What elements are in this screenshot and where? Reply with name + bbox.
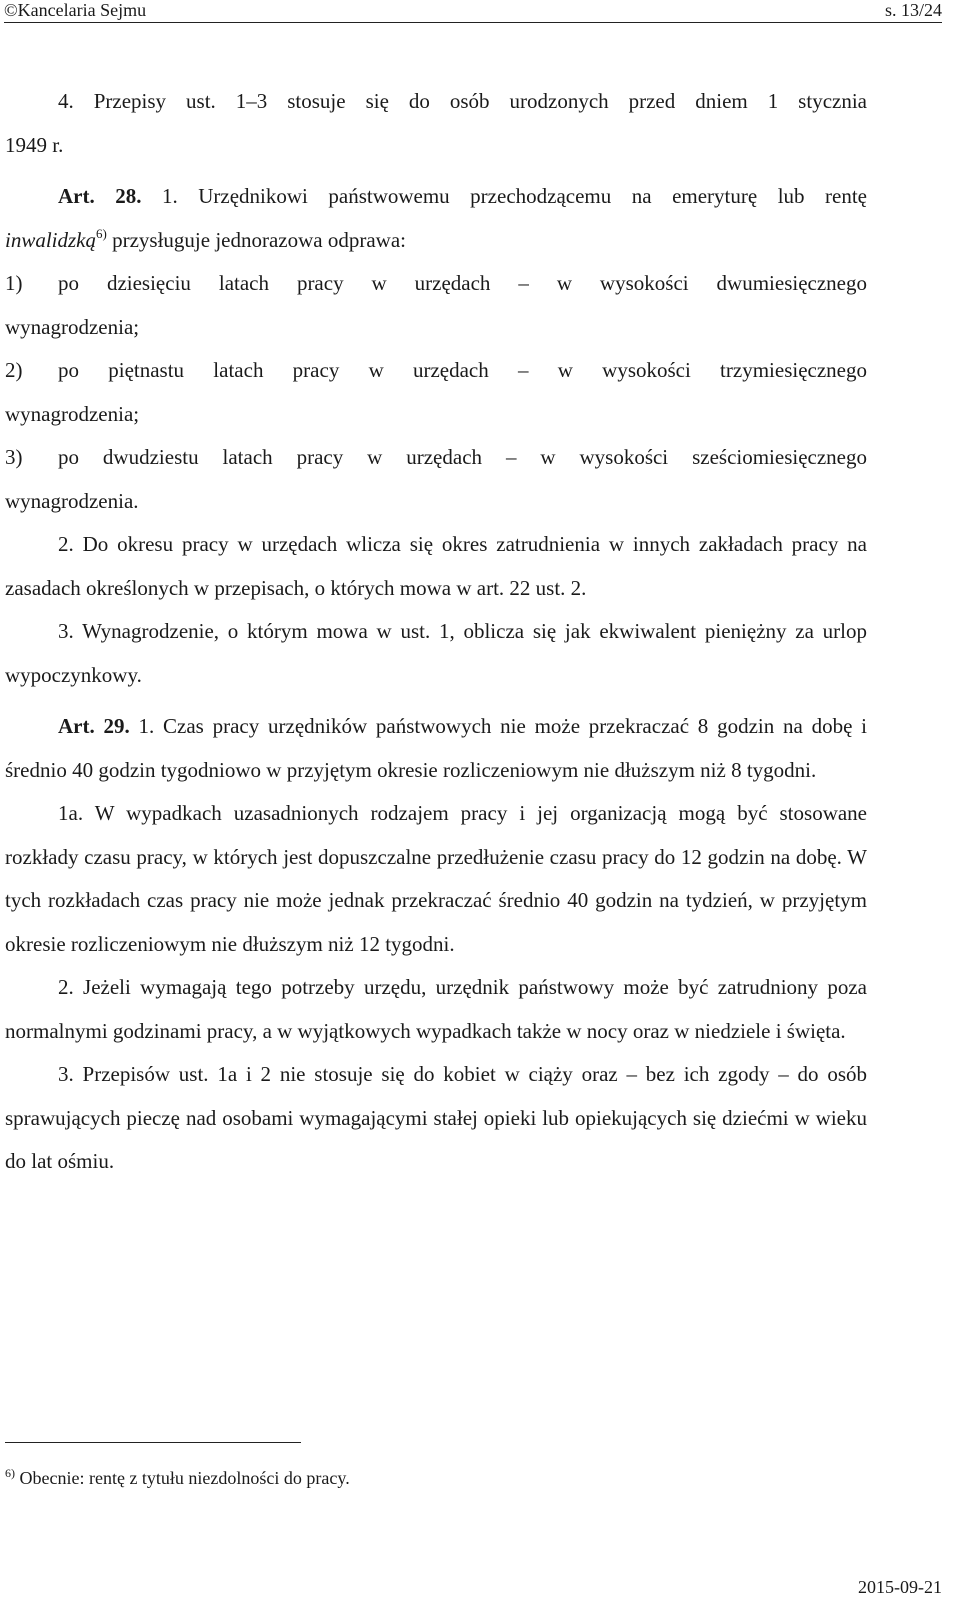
article-28-italic-term: inwalidzką — [5, 227, 97, 252]
paragraph-4-line1: 4. Przepisy ust. 1–3 stosuje się do osób urodzonych przed dniem 1 stycznia — [58, 89, 867, 113]
article-28-paragraph-1 — [5, 175, 867, 262]
article-29-text: 1. Czas pracy urzędników państwowych nie może przekraczać 8 godzin na dobę i średnio 40 godzin tygodniowo w przyjętym okresie rozliczeniowym nie dłuższym niż 8 tygodni. — [5, 714, 867, 782]
paragraph-4-line2: 1949 r. — [5, 132, 64, 157]
footnote-marker: 6) — [5, 1466, 15, 1480]
list-item-text-line1: po dwudziestu latach pracy w urzędach – w wysokości sześciomiesięcznego — [58, 445, 867, 469]
list-item-text-line2: wynagrodzenia; — [5, 314, 140, 339]
list-item-number: 2) — [5, 358, 23, 382]
article-28-line2-text: przysługuje jednorazowa odprawa: — [106, 227, 406, 252]
article-29-paragraph-1 — [5, 705, 867, 792]
article-29-paragraph-1a: 1a. W wypadkach uzasadnionych rodzajem pracy i jej organizacją mogą być stosowane rozkłady czasu pracy, w których jest dopuszczalne przedłużenie czasu pracy do 12 godzin na dobę. W tych rozkładach czas pracy nie może jednak przekraczać średnio 40 godzin na tydzień, w przyjętym okresie rozliczeniowym nie dłuższym niż 12 tygodni. — [5, 801, 867, 956]
paragraph-4 — [5, 80, 867, 167]
footer-date: 2015-09-21 — [858, 1577, 942, 1597]
list-item-text-line1: po dziesięciu latach pracy w urzędach – w wysokości dwumiesięcznego — [58, 271, 867, 295]
article-29-label: Art. 29. — [58, 714, 130, 738]
article-28-label: Art. 28. — [58, 184, 142, 208]
document-body — [5, 80, 867, 1184]
header-page-number: s. 13/24 — [884, 0, 942, 20]
article-28-paragraph-3: 3. Wynagrodzenie, o którym mowa w ust. 1, oblicza się jak ekwiwalent pieniężny za urlop wypoczynkowy. — [5, 619, 867, 687]
list-item-number: 1) — [5, 271, 23, 295]
article-29-paragraph-2: 2. Jeżeli wymagają tego potrzeby urzędu, urzędnik państwowy może być zatrudniony poza normalnymi godzinami pracy, a w wyjątkowych wypadkach także w nocy oraz w niedziele i święta. — [5, 975, 867, 1043]
footnote — [5, 1467, 350, 1489]
article-28-line1 — [5, 175, 867, 219]
list-item-text-line2: wynagrodzenia. — [5, 488, 139, 513]
footnote-reference: 6) — [96, 225, 107, 241]
list-item — [5, 349, 867, 436]
footnote-separator — [5, 1442, 301, 1443]
page-header — [4, 0, 942, 23]
article-28-line1-text: 1. Urzędnikowi państwowemu przechodzącemu na emeryturę lub rentę — [141, 184, 867, 208]
header-source: ©Kancelaria Sejmu — [4, 0, 147, 20]
list-item-text-line2: wynagrodzenia; — [5, 401, 140, 426]
list-item — [5, 262, 867, 349]
list-item-number: 3) — [5, 445, 23, 469]
article-28-line2 — [5, 219, 867, 263]
list-item-text-line1: po piętnastu latach pracy w urzędach – w wysokości trzymiesięcznego — [58, 358, 867, 382]
list-item — [5, 436, 867, 523]
article-28-paragraph-2: 2. Do okresu pracy w urzędach wlicza się okres zatrudnienia w innych zakładach pracy na zasadach określonych w przepisach, o których mowa w art. 22 ust. 2. — [5, 532, 867, 600]
article-29-paragraph-3: 3. Przepisów ust. 1a i 2 nie stosuje się do kobiet w ciąży oraz – bez ich zgody – do osób sprawujących pieczę nad osobami wymagającymi stałej opieki lub opiekujących się dziećmi w wieku do lat ośmiu. — [5, 1062, 867, 1173]
footnote-text: Obecnie: rentę z tytułu niezdolności do pracy. — [15, 1468, 350, 1488]
